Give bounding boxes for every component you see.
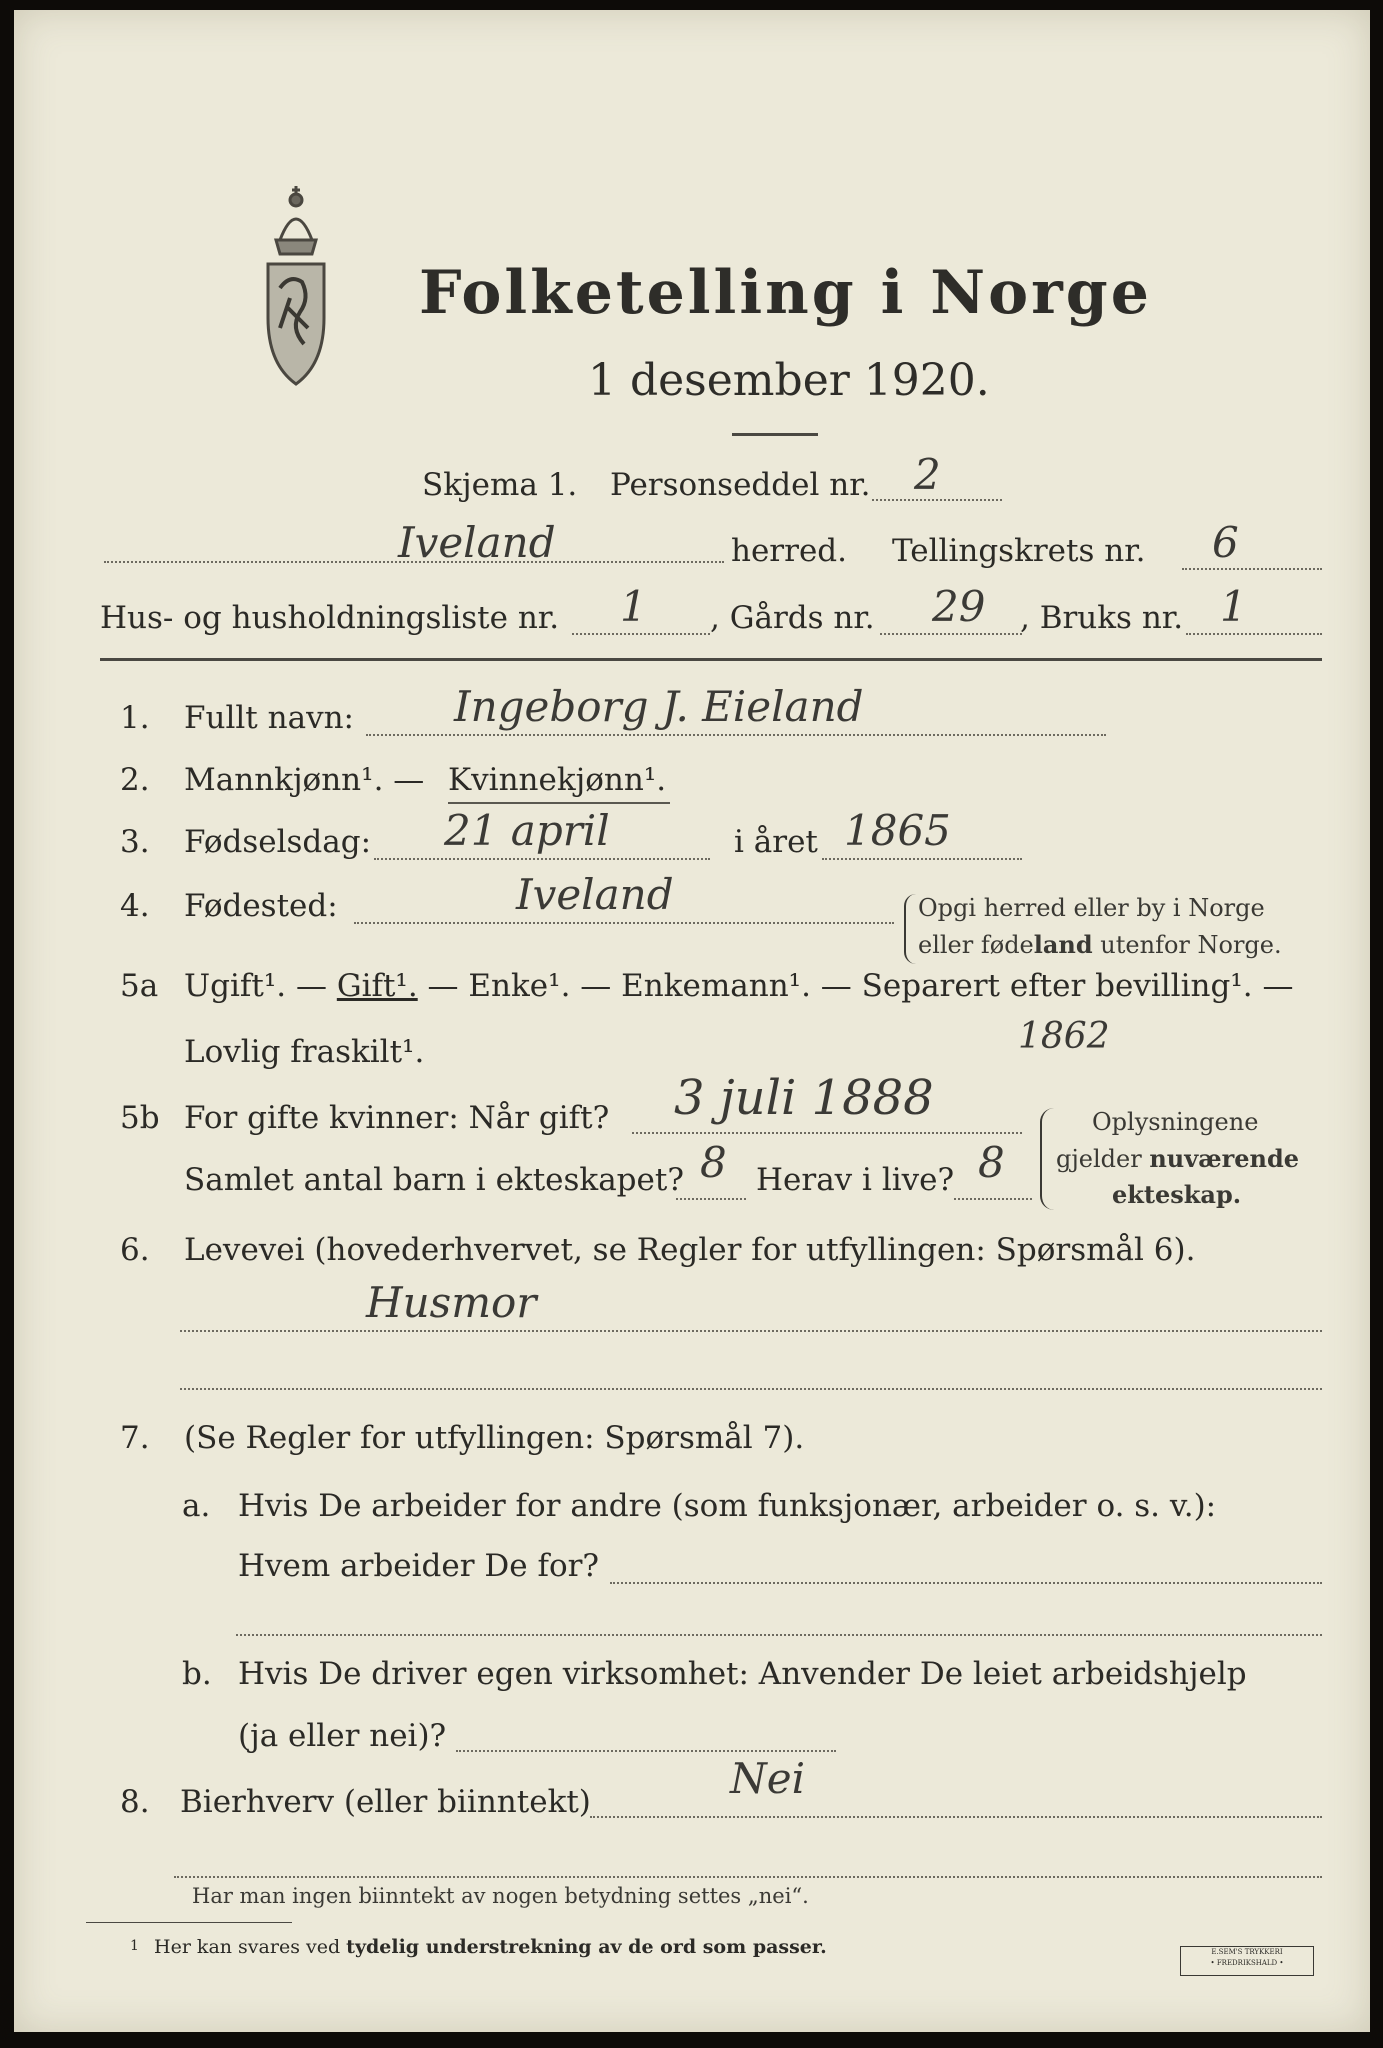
gender-male-option[interactable]: Mannkjønn¹. — xyxy=(184,762,425,798)
q3-number: 3. xyxy=(120,824,150,860)
q5b-brace xyxy=(1040,1108,1054,1210)
birthday-value: 21 april xyxy=(444,806,610,855)
q7a-question: Hvis De arbeider for andre (som funksjonær, arbeider o. s. v.): xyxy=(238,1488,1217,1524)
birth-year-field[interactable] xyxy=(822,858,1022,860)
q6-label: Levevei (hovederhvervet, se Regler for utfyllingen: Spørsmål 6). xyxy=(184,1232,1196,1268)
gards-field[interactable] xyxy=(880,633,1022,635)
skjema-label: Skjema 1. xyxy=(422,467,578,503)
alive-field[interactable] xyxy=(954,1198,1032,1200)
children-label: Samlet antal barn i ekteskapet? xyxy=(184,1162,684,1198)
employer-field-2[interactable] xyxy=(236,1634,1322,1636)
q7-number: 7. xyxy=(120,1420,150,1456)
occupation-field-2[interactable] xyxy=(180,1388,1322,1390)
bruks-label: , Bruks nr. xyxy=(1020,600,1184,636)
employer-field[interactable] xyxy=(610,1582,1322,1584)
q7a-sub-label: Hvem arbeider De for? xyxy=(238,1548,600,1584)
census-form xyxy=(14,10,1370,2032)
children-value: 8 xyxy=(700,1138,727,1187)
tellingskrets-value: 6 xyxy=(1212,518,1239,567)
tellingskrets-field[interactable] xyxy=(1182,568,1322,570)
side-income-value: Nei xyxy=(730,1754,806,1803)
q7a-letter: a. xyxy=(182,1488,211,1524)
marital-status-options[interactable]: Ugift¹. — Gift¹. — Enke¹. — Enkemann¹. — Separert efter bevilling¹. — xyxy=(184,968,1294,1004)
q4-brace xyxy=(904,894,916,964)
footnote-text: Her kan svares ved tydelig understrekning av de ord som passer. xyxy=(154,1936,827,1958)
q4-note-line1: Opgi herred eller by i Norge xyxy=(918,894,1265,922)
q1-label: Fullt navn: xyxy=(184,700,354,736)
occupation-field[interactable] xyxy=(180,1330,1322,1332)
divorced-option[interactable]: Lovlig fraskilt¹. xyxy=(184,1034,425,1070)
side-income-note: Har man ingen biinntekt av nogen betydning settes „nei“. xyxy=(192,1884,809,1908)
children-field[interactable] xyxy=(676,1198,746,1200)
bruks-value: 1 xyxy=(1220,582,1247,631)
footnote-number: 1 xyxy=(130,1938,139,1954)
q5b-number: 5b xyxy=(120,1100,160,1136)
q7b-sub-label: (ja eller nei)? xyxy=(238,1718,447,1754)
birthplace-field[interactable] xyxy=(354,922,894,924)
q5b-note-line2: gjelder nuværende xyxy=(1056,1144,1300,1173)
q8-label: Bierhverv (eller biinntekt) xyxy=(180,1784,591,1820)
q7b-question: Hvis De driver egen virksomhet: Anvender De leiet arbeidshjelp xyxy=(238,1656,1247,1692)
married-option[interactable]: Gift¹. xyxy=(336,968,418,1004)
norwegian-coat-of-arms-icon xyxy=(250,178,342,390)
marriage-year-annotation: 1862 xyxy=(1018,1016,1110,1057)
herred-label: herred. xyxy=(731,533,847,569)
side-income-field-2[interactable] xyxy=(174,1876,1322,1878)
occupation-value: Husmor xyxy=(366,1278,537,1327)
husliste-field[interactable] xyxy=(572,633,710,635)
full-name-value: Ingeborg J. Eieland xyxy=(454,682,864,731)
side-income-field[interactable] xyxy=(590,1816,1322,1818)
full-name-field[interactable] xyxy=(366,734,1106,736)
married-date-label: For gifte kvinner: Når gift? xyxy=(184,1100,610,1136)
husliste-label: Hus- og husholdningsliste nr. xyxy=(100,600,560,636)
q3-year-label: i året xyxy=(734,824,818,860)
birthplace-value: Iveland xyxy=(516,870,674,919)
footnote-divider xyxy=(86,1922,292,1923)
q4-number: 4. xyxy=(120,888,150,924)
married-date-value: 3 juli 1888 xyxy=(674,1070,934,1126)
title-divider xyxy=(732,433,818,436)
herred-value: Iveland xyxy=(398,518,556,567)
q5b-note-line3: ekteskap. xyxy=(1112,1180,1242,1209)
q2-number: 2. xyxy=(120,762,150,798)
q5a-number: 5a xyxy=(120,968,159,1004)
form-subtitle: 1 desember 1920. xyxy=(588,355,990,406)
bruks-field[interactable] xyxy=(1186,633,1322,635)
gards-label: , Gårds nr. xyxy=(710,600,875,636)
q4-note-line2: eller fødeland utenfor Norge. xyxy=(918,930,1282,959)
birth-year-value: 1865 xyxy=(844,806,951,855)
husliste-value: 1 xyxy=(620,582,647,631)
q8-number: 8. xyxy=(120,1784,150,1820)
q7b-letter: b. xyxy=(182,1656,212,1692)
form-title: Folketelling i Norge xyxy=(419,258,1152,328)
hired-help-field[interactable] xyxy=(456,1750,836,1752)
printer-stamp: E.SEM'S TRYKKERI • FREDRIKSHALD • xyxy=(1180,1946,1314,1976)
q7-label: (Se Regler for utfyllingen: Spørsmål 7). xyxy=(184,1420,805,1456)
alive-label: Herav i live? xyxy=(756,1162,955,1198)
gender-female-underline xyxy=(448,802,670,804)
personseddel-value: 2 xyxy=(914,450,941,499)
q5b-note-line1: Oplysningene xyxy=(1092,1108,1259,1136)
tellingskrets-label: Tellingskrets nr. xyxy=(892,533,1146,569)
birthday-field[interactable] xyxy=(374,858,710,860)
alive-value: 8 xyxy=(978,1138,1005,1187)
gender-female-option[interactable]: Kvinnekjønn¹. xyxy=(448,762,667,798)
q1-number: 1. xyxy=(120,700,150,736)
gards-value: 29 xyxy=(932,582,986,631)
married-date-field[interactable] xyxy=(632,1132,1022,1134)
personseddel-label: Personseddel nr. xyxy=(610,467,871,503)
q4-label: Fødested: xyxy=(184,888,338,924)
q3-label: Fødselsdag: xyxy=(184,824,372,860)
personseddel-field[interactable] xyxy=(872,499,1002,501)
header-divider xyxy=(100,658,1322,661)
q6-number: 6. xyxy=(120,1232,150,1268)
